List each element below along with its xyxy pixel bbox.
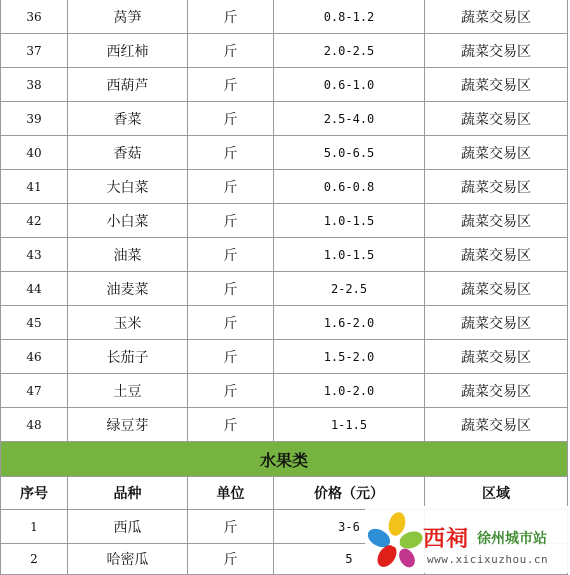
- cell-no[interactable]: 37: [1, 34, 68, 68]
- category-bar[interactable]: [1, 442, 568, 477]
- cell-name[interactable]: 油麦菜: [68, 272, 188, 306]
- category-title[interactable]: 水果类: [1, 442, 568, 477]
- cell-price[interactable]: 3-6: [274, 510, 425, 544]
- cell-name[interactable]: 大白菜: [68, 170, 188, 204]
- header-price[interactable]: 价格（元）: [274, 477, 425, 510]
- cell-no[interactable]: 44: [1, 272, 68, 306]
- cell-price[interactable]: 1.0-1.5: [274, 238, 425, 272]
- cell-area[interactable]: 蔬菜交易区: [425, 408, 568, 442]
- header-unit[interactable]: 单位: [188, 477, 274, 510]
- cell-price[interactable]: 1-1.5: [274, 408, 425, 442]
- cell-unit[interactable]: 斤: [188, 68, 274, 102]
- cell-no[interactable]: 43: [1, 238, 68, 272]
- table-row[interactable]: [1, 102, 568, 136]
- watermark-url: www.xicixuzhou.cn: [427, 553, 549, 566]
- table-row[interactable]: [1, 0, 568, 34]
- cell-unit[interactable]: 斤: [188, 204, 274, 238]
- cell-name[interactable]: 绿豆芽: [68, 408, 188, 442]
- cell-no[interactable]: 42: [1, 204, 68, 238]
- vegetable-rows: [1, 0, 568, 442]
- cell-unit[interactable]: 斤: [188, 102, 274, 136]
- cell-no[interactable]: 46: [1, 340, 68, 374]
- cell-unit[interactable]: 斤: [188, 544, 274, 575]
- cell-price[interactable]: 5: [274, 544, 425, 575]
- cell-area[interactable]: 蔬菜交易区: [425, 136, 568, 170]
- cell-price[interactable]: 1.0-1.5: [274, 204, 425, 238]
- cell-name[interactable]: 玉米: [68, 306, 188, 340]
- cell-area[interactable]: 蔬菜交易区: [425, 0, 568, 34]
- cell-price[interactable]: 2.5-4.0: [274, 102, 425, 136]
- cell-price[interactable]: 2-2.5: [274, 272, 425, 306]
- cell-name[interactable]: 土豆: [68, 374, 188, 408]
- cell-name[interactable]: 长茄子: [68, 340, 188, 374]
- cell-price[interactable]: 2.0-2.5: [274, 34, 425, 68]
- cell-price[interactable]: 0.8-1.2: [274, 0, 425, 34]
- cell-unit[interactable]: 斤: [188, 238, 274, 272]
- cell-price[interactable]: 1.6-2.0: [274, 306, 425, 340]
- cell-price[interactable]: 0.6-1.0: [274, 68, 425, 102]
- header-no[interactable]: 序号: [1, 477, 68, 510]
- header-name[interactable]: 品种: [68, 477, 188, 510]
- cell-no[interactable]: 36: [1, 0, 68, 34]
- cell-name[interactable]: 莴笋: [68, 0, 188, 34]
- cell-area[interactable]: 蔬菜交易区: [425, 170, 568, 204]
- cell-unit[interactable]: 斤: [188, 408, 274, 442]
- cell-area[interactable]: 蔬菜交易区: [425, 68, 568, 102]
- cell-price[interactable]: 5.0-6.5: [274, 136, 425, 170]
- cell-unit[interactable]: 斤: [188, 170, 274, 204]
- cell-price[interactable]: 1.5-2.0: [274, 340, 425, 374]
- cell-no[interactable]: 1: [1, 510, 68, 544]
- cell-no[interactable]: 48: [1, 408, 68, 442]
- cell-name[interactable]: 小白菜: [68, 204, 188, 238]
- cell-no[interactable]: 38: [1, 68, 68, 102]
- table-row[interactable]: [1, 272, 568, 306]
- cell-area[interactable]: 蔬菜交易区: [425, 374, 568, 408]
- table-row[interactable]: [1, 136, 568, 170]
- cell-unit[interactable]: 斤: [188, 136, 274, 170]
- cell-unit[interactable]: 斤: [188, 34, 274, 68]
- site-watermark: [365, 506, 570, 573]
- cell-name[interactable]: 香菇: [68, 136, 188, 170]
- table-row[interactable]: [1, 408, 568, 442]
- cell-area[interactable]: 蔬菜交易区: [425, 306, 568, 340]
- table-row[interactable]: [1, 34, 568, 68]
- cell-name[interactable]: 西瓜: [68, 510, 188, 544]
- cell-no[interactable]: 47: [1, 374, 68, 408]
- table-row[interactable]: [1, 340, 568, 374]
- cell-no[interactable]: 2: [1, 544, 68, 575]
- cell-unit[interactable]: 斤: [188, 0, 274, 34]
- watermark-brand: 西祠: [423, 527, 470, 552]
- table-row[interactable]: [1, 170, 568, 204]
- header-area[interactable]: 区域: [425, 477, 568, 510]
- cell-no[interactable]: 41: [1, 170, 68, 204]
- header-row: [1, 477, 568, 510]
- cell-name[interactable]: 油菜: [68, 238, 188, 272]
- table-row[interactable]: [1, 238, 568, 272]
- watermark-city: 徐州城市站: [477, 531, 547, 547]
- cell-unit[interactable]: 斤: [188, 306, 274, 340]
- cell-area[interactable]: 蔬菜交易区: [425, 34, 568, 68]
- cell-no[interactable]: 39: [1, 102, 68, 136]
- cell-no[interactable]: 45: [1, 306, 68, 340]
- cell-name[interactable]: 西葫芦: [68, 68, 188, 102]
- table-row[interactable]: [1, 374, 568, 408]
- cell-area[interactable]: 蔬菜交易区: [425, 238, 568, 272]
- cell-unit[interactable]: 斤: [188, 510, 274, 544]
- cell-unit[interactable]: 斤: [188, 272, 274, 306]
- cell-unit[interactable]: 斤: [188, 374, 274, 408]
- cell-area[interactable]: 蔬菜交易区: [425, 340, 568, 374]
- cell-price[interactable]: 1.0-2.0: [274, 374, 425, 408]
- cell-no[interactable]: 40: [1, 136, 68, 170]
- cell-unit[interactable]: 斤: [188, 340, 274, 374]
- cell-area[interactable]: 蔬菜交易区: [425, 272, 568, 306]
- table-row[interactable]: [1, 306, 568, 340]
- cell-area[interactable]: 蔬菜交易区: [425, 102, 568, 136]
- cell-area[interactable]: 蔬菜交易区: [425, 204, 568, 238]
- flower-logo-icon: [365, 510, 425, 570]
- cell-price[interactable]: 0.6-0.8: [274, 170, 425, 204]
- cell-name[interactable]: 香菜: [68, 102, 188, 136]
- cell-name[interactable]: 西红柿: [68, 34, 188, 68]
- table-row[interactable]: [1, 68, 568, 102]
- table-row[interactable]: [1, 204, 568, 238]
- cell-name[interactable]: 哈密瓜: [68, 544, 188, 575]
